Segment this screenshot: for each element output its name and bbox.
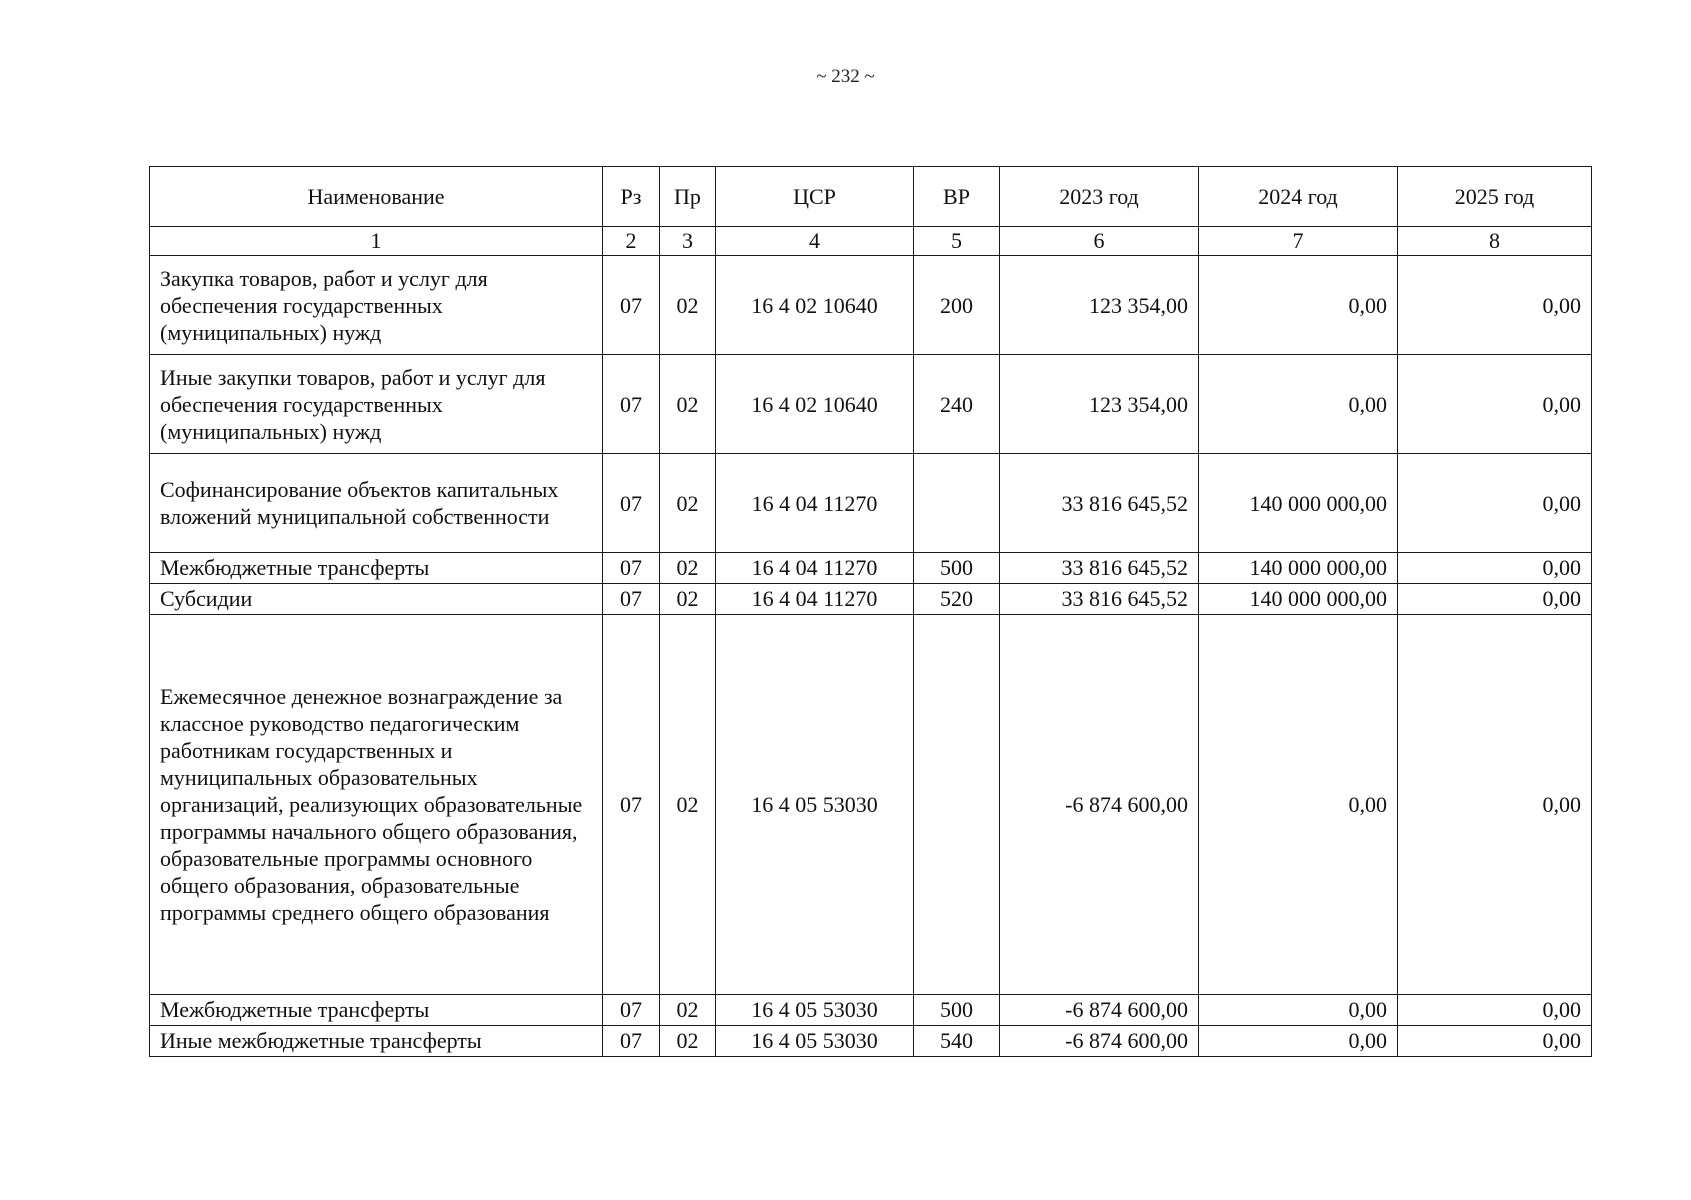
row-2025: 0,00 [1398,256,1592,355]
row-rz: 07 [603,584,660,615]
row-vr [914,615,1000,995]
row-csr: 16 4 02 10640 [716,256,914,355]
row-pr: 02 [660,355,716,454]
row-2023: -6 874 600,00 [1000,995,1199,1026]
row-name: Межбюджетные трансферты [150,553,603,584]
row-name: Межбюджетные трансферты [150,995,603,1026]
row-2025: 0,00 [1398,355,1592,454]
row-2024: 140 000 000,00 [1199,454,1398,553]
row-vr: 200 [914,256,1000,355]
row-pr: 02 [660,256,716,355]
row-2024: 0,00 [1199,615,1398,995]
row-name: Иные межбюджетные трансферты [150,1026,603,1057]
row-2023: -6 874 600,00 [1000,1026,1199,1057]
header-pr: Пр [660,167,716,227]
row-2023: 33 816 645,52 [1000,454,1199,553]
row-2024: 140 000 000,00 [1199,584,1398,615]
row-rz: 07 [603,256,660,355]
row-name: Закупка товаров, работ и услуг для обеспечения государственных (муниципальных) нужд [150,256,603,355]
table-row [150,553,1592,584]
table-row [150,615,1592,995]
table-header-row [150,167,1592,227]
table-row [150,1026,1592,1057]
row-csr: 16 4 02 10640 [716,355,914,454]
table-row [150,995,1592,1026]
row-rz: 07 [603,1026,660,1057]
column-number: 1 [150,227,603,256]
column-number: 4 [716,227,914,256]
budget-table [149,166,1592,1057]
row-2023: 123 354,00 [1000,256,1199,355]
header-name: Наименование [150,167,603,227]
row-2024: 0,00 [1199,995,1398,1026]
row-name: Софинансирование объектов капитальных вложений муниципальной собственности [150,454,603,553]
row-rz: 07 [603,454,660,553]
row-vr: 540 [914,1026,1000,1057]
header-rz: Рз [603,167,660,227]
row-2023: 123 354,00 [1000,355,1199,454]
row-csr: 16 4 05 53030 [716,1026,914,1057]
row-rz: 07 [603,553,660,584]
row-2025: 0,00 [1398,995,1592,1026]
row-csr: 16 4 04 11270 [716,454,914,553]
row-pr: 02 [660,995,716,1026]
table-row [150,584,1592,615]
header-csr: ЦСР [716,167,914,227]
row-csr: 16 4 05 53030 [716,615,914,995]
row-2023: -6 874 600,00 [1000,615,1199,995]
column-number: 5 [914,227,1000,256]
column-number: 8 [1398,227,1592,256]
row-2024: 0,00 [1199,1026,1398,1057]
column-number: 6 [1000,227,1199,256]
row-csr: 16 4 04 11270 [716,553,914,584]
row-pr: 02 [660,1026,716,1057]
row-name: Иные закупки товаров, работ и услуг для обеспечения государственных (муниципальных) нужд [150,355,603,454]
header-2024: 2024 год [1199,167,1398,227]
row-2025: 0,00 [1398,584,1592,615]
table-row [150,256,1592,355]
column-number: 3 [660,227,716,256]
column-number-row [150,227,1592,256]
row-vr: 500 [914,995,1000,1026]
row-2024: 140 000 000,00 [1199,553,1398,584]
header-vr: ВР [914,167,1000,227]
row-vr: 240 [914,355,1000,454]
row-pr: 02 [660,553,716,584]
row-2023: 33 816 645,52 [1000,553,1199,584]
row-pr: 02 [660,584,716,615]
row-pr: 02 [660,454,716,553]
row-name: Субсидии [150,584,603,615]
row-2025: 0,00 [1398,1026,1592,1057]
row-2024: 0,00 [1199,256,1398,355]
row-pr: 02 [660,615,716,995]
row-name: Ежемесячное денежное вознаграждение за классное руководство педагогическим работникам государственных и муниципальных образовательных организаций, реализующих образовательные программы начального общего образования, образовательные программы основного общего образования, образовательные программы среднего общего образования [150,615,603,995]
row-2025: 0,00 [1398,553,1592,584]
row-csr: 16 4 05 53030 [716,995,914,1026]
row-vr [914,454,1000,553]
row-vr: 520 [914,584,1000,615]
row-2025: 0,00 [1398,454,1592,553]
row-vr: 500 [914,553,1000,584]
header-2023: 2023 год [1000,167,1199,227]
column-number: 2 [603,227,660,256]
row-csr: 16 4 04 11270 [716,584,914,615]
page-number: ~ 232 ~ [816,66,875,87]
column-number: 7 [1199,227,1398,256]
row-rz: 07 [603,995,660,1026]
table-row [150,355,1592,454]
row-2024: 0,00 [1199,355,1398,454]
row-2023: 33 816 645,52 [1000,584,1199,615]
table-row [150,454,1592,553]
row-rz: 07 [603,355,660,454]
row-2025: 0,00 [1398,615,1592,995]
header-2025: 2025 год [1398,167,1592,227]
row-rz: 07 [603,615,660,995]
